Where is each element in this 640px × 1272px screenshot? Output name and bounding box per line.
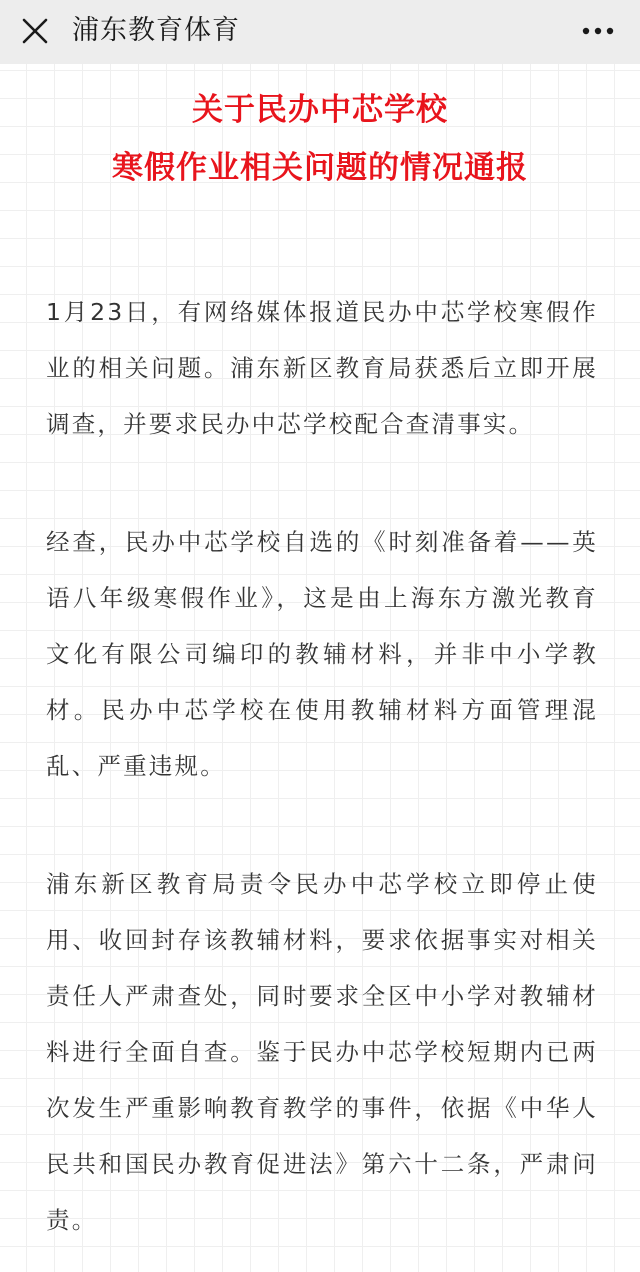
paragraph-3: 浦东新区教育局责令民办中芯学校立即停止使用、收回封存该教辅材料，要求依据事实对相关责任人严肃查处，同时要求全区中小学对教辅材料进行全面自查。鉴于民办中芯学校短期内已两次发生严重影响教育教学的事件，依据《中华人民共和国民办教育促进法》第六十二条，严肃问责。 bbox=[46, 870, 598, 1234]
account-title: 浦东教育体育 bbox=[72, 15, 240, 46]
paragraph-2: 经查，民办中芯学校自选的《时刻准备着——英语八年级寒假作业》，这是由上海东方激光教育文化有限公司编印的教辅材料，并非中小学教材。民办中芯学校在使用教辅材料方面管理混乱、严重违规。 bbox=[46, 528, 598, 780]
more-dots-icon bbox=[578, 16, 618, 46]
more-button[interactable] bbox=[578, 16, 618, 46]
article-title-line-1: 关于民办中芯学校 bbox=[192, 92, 448, 128]
top-bar bbox=[0, 0, 640, 64]
article-title-line-2: 寒假作业相关问题的情况通报 bbox=[112, 150, 528, 186]
article-content bbox=[0, 64, 640, 1272]
close-button[interactable] bbox=[18, 14, 52, 48]
paragraph-1: 1月23日，有网络媒体报道民办中芯学校寒假作业的相关问题。浦东新区教育局获悉后立即开展调查，并要求民办中芯学校配合查清事实。 bbox=[46, 298, 598, 438]
close-icon bbox=[18, 14, 52, 48]
